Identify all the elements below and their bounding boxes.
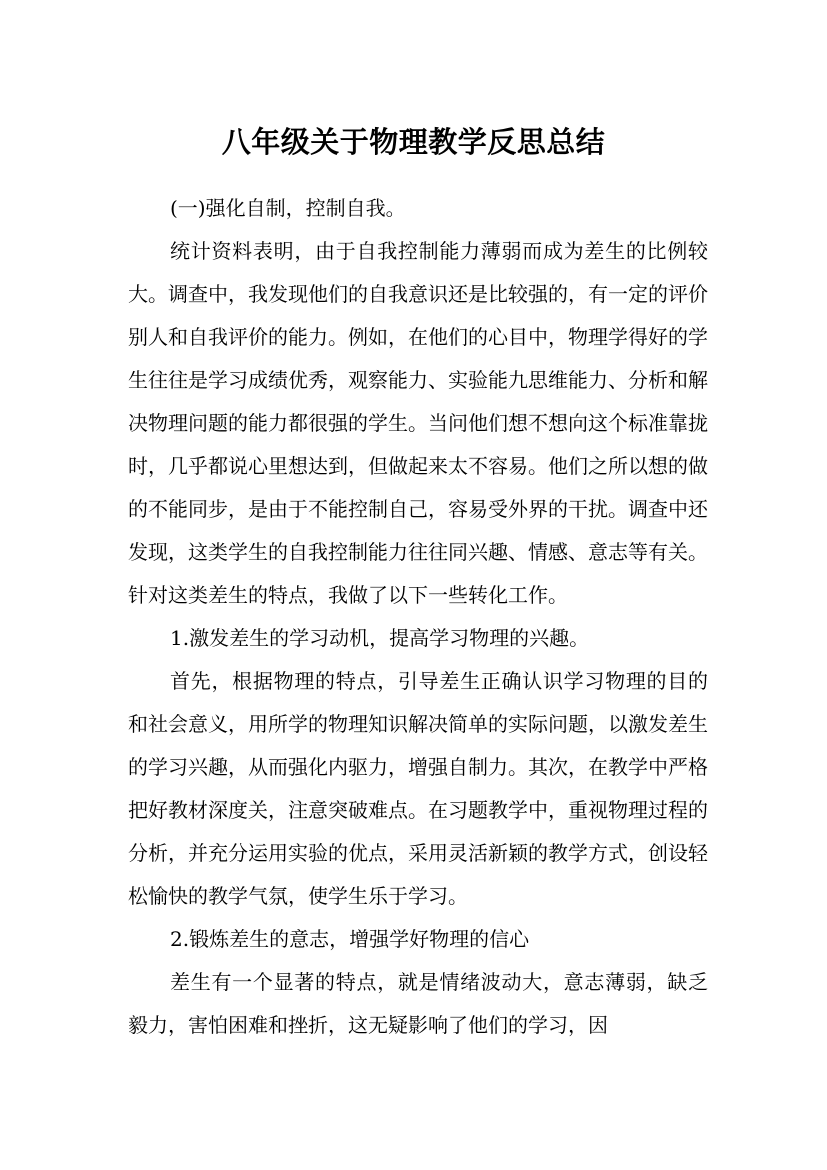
- document-body: [128, 187, 708, 1047]
- paragraph-section-heading: (一)强化自制，控制自我。: [170, 196, 406, 220]
- document-title: 八年级关于物理教学反思总结: [221, 125, 606, 160]
- paragraph-point-1-body: 首先，根据物理的特点，引导差生正确认识学习物理的目的和社会意义，用所学的物理知识解决简单的实际问题，以激发差生的学习兴趣，从而强化内驱力，增强自制力。其次，在教学中严格把好教材深度关，注意突破难点。在习题教学中，重视物理过程的分析，并充分运用实验的优点，采用灵活新颖的教学方式，创设轻松愉快的教学气氛，使学生乐于学习。: [128, 669, 708, 908]
- paragraph-point-1-heading: 1.激发差生的学习动机，提高学习物理的兴趣。: [170, 626, 590, 650]
- paragraph-point-2-heading: 2.锻炼差生的意志，增强学好物理的信心: [170, 927, 530, 951]
- paragraph-point-2-body: 差生有一个显著的特点，就是情绪波动大，意志薄弱，缺乏毅力，害怕困难和挫折，这无疑影响了他们的学习，因: [128, 970, 708, 1037]
- paragraph-statistics: 统计资料表明，由于自我控制能力薄弱而成为差生的比例较大。调查中，我发现他们的自我意识还是比较强的，有一定的评价别人和自我评价的能力。例如，在他们的心目中，物理学得好的学生往往是学习成绩优秀，观察能力、实验能九思维能力、分析和解决物理问题的能力都很强的学生。当问他们想不想向这个标准靠拢时，几乎都说心里想达到，但做起来太不容易。他们之所以想的做的不能同步，是由于不能控制自己，容易受外界的干扰。调查中还发现，这类学生的自我控制能力往往同兴趣、情感、意志等有关。针对这类差生的特点，我做了以下一些转化工作。: [128, 239, 708, 607]
